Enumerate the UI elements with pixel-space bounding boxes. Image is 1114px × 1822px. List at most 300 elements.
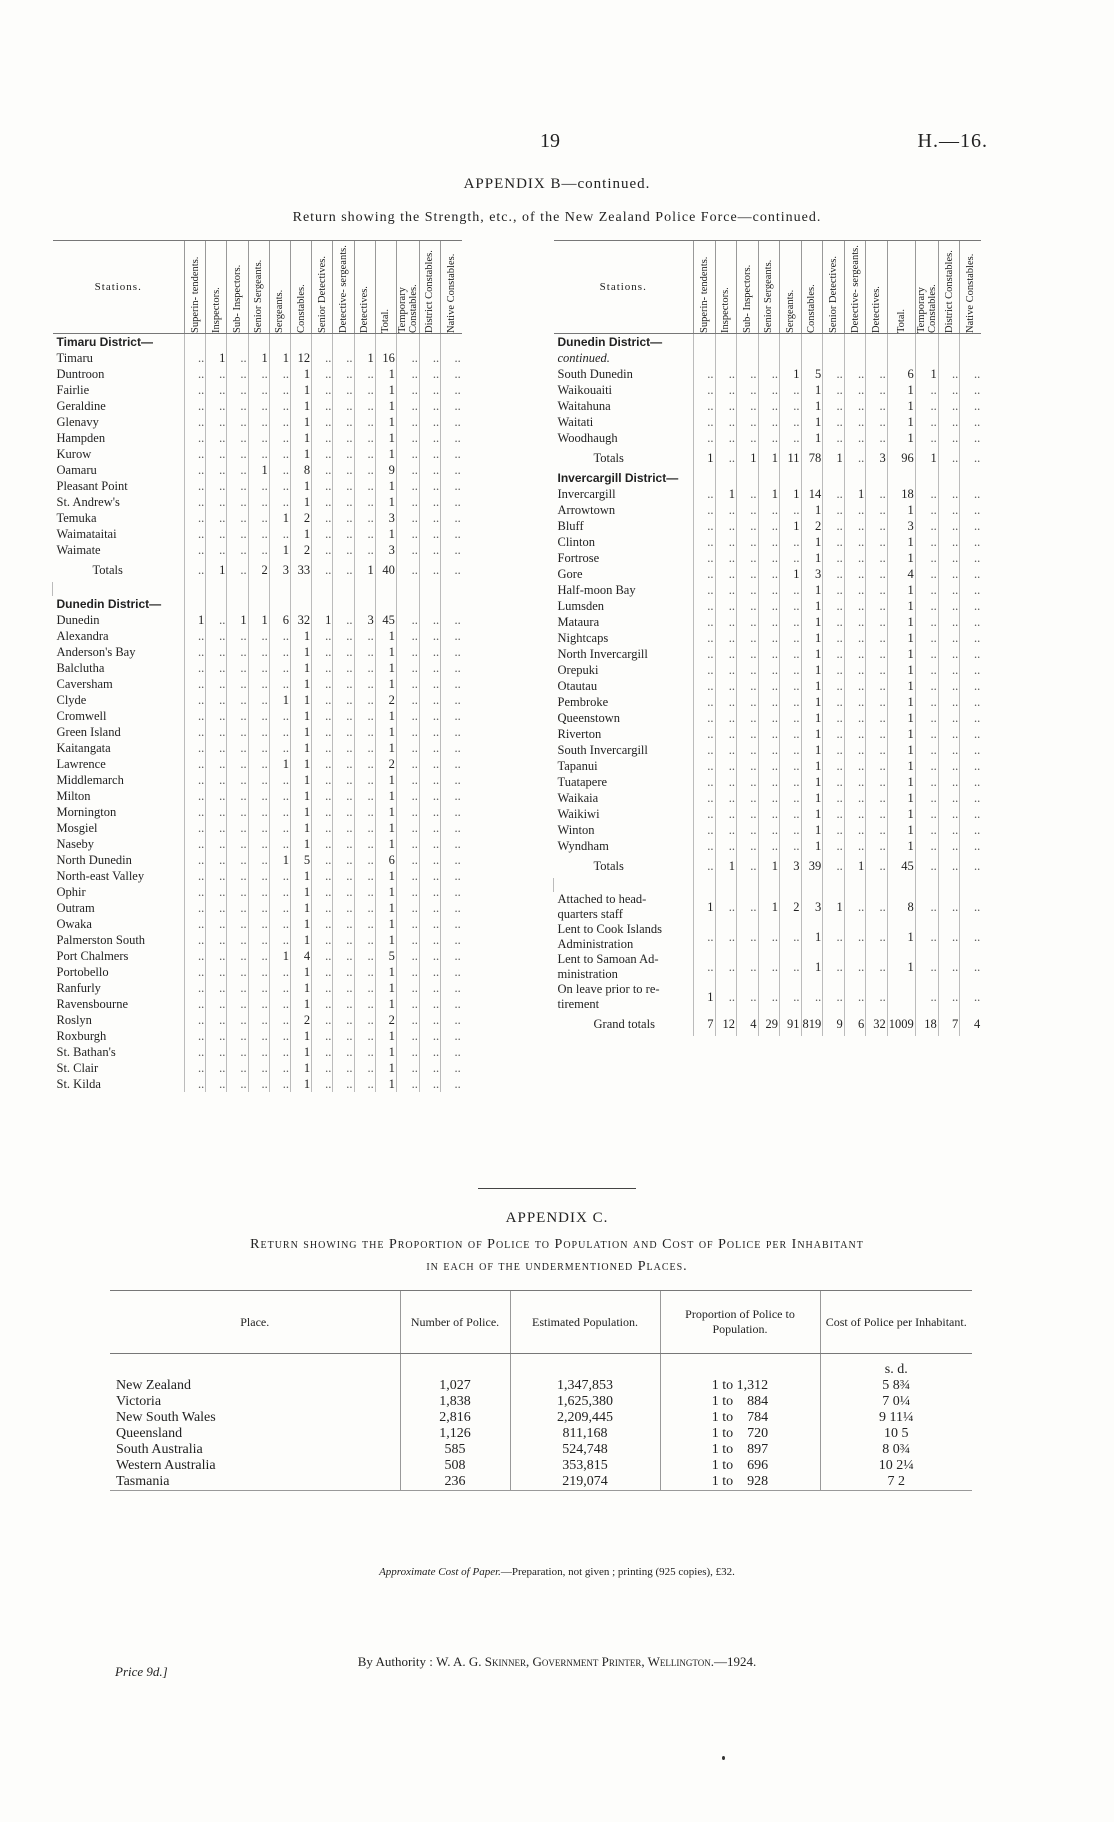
strength-cell: .. bbox=[960, 486, 982, 502]
strength-cell: .. bbox=[866, 486, 888, 502]
strength-cell: 1 bbox=[887, 502, 915, 518]
strength-cell: .. bbox=[185, 628, 206, 644]
strength-cell: .. bbox=[915, 758, 938, 774]
strength-cell: .. bbox=[441, 382, 462, 398]
strength-cell: .. bbox=[206, 932, 227, 948]
strength-cell: 1 bbox=[375, 660, 396, 676]
totals-label: Totals bbox=[593, 858, 624, 873]
station-name: Dunedin bbox=[56, 612, 100, 627]
strength-cell: 1 bbox=[801, 598, 823, 614]
strength-cell: .. bbox=[441, 756, 462, 772]
strength-cell: .. bbox=[333, 462, 354, 478]
strength-cell: .. bbox=[227, 1076, 248, 1092]
strength-cell: .. bbox=[960, 614, 982, 630]
strength-cell: .. bbox=[915, 382, 938, 398]
strength-cell: .. bbox=[715, 982, 737, 1012]
strength-cell: 1 bbox=[780, 366, 802, 382]
strength-cell: .. bbox=[915, 678, 938, 694]
strength-cell: .. bbox=[206, 708, 227, 724]
strength-cell: .. bbox=[694, 630, 716, 646]
strength-cell: 1 bbox=[887, 382, 915, 398]
strength-cell: .. bbox=[844, 922, 866, 952]
column-header-label: Constables. bbox=[806, 284, 818, 333]
station-row bbox=[53, 948, 462, 964]
strength-cell: 1 bbox=[248, 350, 269, 366]
strength-cell: .. bbox=[938, 566, 960, 582]
station-row bbox=[554, 366, 982, 382]
strength-cell: .. bbox=[441, 526, 462, 542]
strength-cell: .. bbox=[938, 822, 960, 838]
strength-cell: .. bbox=[248, 542, 269, 558]
strength-cell: .. bbox=[312, 948, 333, 964]
strength-cell: .. bbox=[758, 518, 780, 534]
strength-cell: .. bbox=[185, 724, 206, 740]
column-header-label: Temporary Constables. bbox=[396, 284, 419, 333]
strength-cell: .. bbox=[844, 774, 866, 790]
strength-cell: .. bbox=[419, 852, 440, 868]
strength-cell: .. bbox=[938, 790, 960, 806]
strength-cell: .. bbox=[844, 838, 866, 854]
strength-cell: 1 bbox=[290, 660, 311, 676]
strength-cell: 3 bbox=[269, 558, 290, 582]
strength-cell: .. bbox=[441, 676, 462, 692]
totals-label: Totals bbox=[593, 450, 624, 465]
strength-cell: .. bbox=[227, 708, 248, 724]
strength-cell: .. bbox=[312, 414, 333, 430]
strength-cell: .. bbox=[694, 414, 716, 430]
strength-cell: 1 bbox=[801, 582, 823, 598]
column-header-label: Sub- Inspectors. bbox=[231, 264, 243, 333]
strength-cell: .. bbox=[715, 662, 737, 678]
station-name: Oamaru bbox=[56, 462, 97, 477]
station-name: Pembroke bbox=[557, 694, 609, 709]
column-header-label: Temporary Constables. bbox=[915, 284, 938, 333]
column-header bbox=[333, 241, 354, 334]
police-proportion: 1 to 696 bbox=[660, 1458, 820, 1474]
strength-cell: .. bbox=[419, 446, 440, 462]
strength-cell: .. bbox=[844, 534, 866, 550]
strength-cell: .. bbox=[396, 804, 419, 820]
strength-cell: .. bbox=[823, 646, 845, 662]
strength-cell: .. bbox=[419, 366, 440, 382]
strength-cell: .. bbox=[915, 430, 938, 446]
strength-cell: .. bbox=[354, 446, 375, 462]
column-header bbox=[290, 241, 311, 334]
strength-cell: .. bbox=[694, 518, 716, 534]
strength-cell: .. bbox=[938, 398, 960, 414]
strength-cell: .. bbox=[185, 900, 206, 916]
strength-cell: .. bbox=[312, 804, 333, 820]
station-name: Naseby bbox=[56, 836, 94, 851]
strength-cell: .. bbox=[206, 1028, 227, 1044]
strength-cell: .. bbox=[206, 900, 227, 916]
strength-cell: .. bbox=[227, 964, 248, 980]
station-name: Lumsden bbox=[557, 598, 605, 613]
strength-cell: .. bbox=[737, 742, 759, 758]
column-header-label: Senior Detectives. bbox=[316, 256, 328, 333]
strength-cell: 1 bbox=[269, 692, 290, 708]
strength-cell: .. bbox=[715, 550, 737, 566]
strength-cell: .. bbox=[333, 820, 354, 836]
column-header-label: Sergeants. bbox=[784, 289, 796, 333]
strength-cell: .. bbox=[694, 662, 716, 678]
police-proportion: 1 to 784 bbox=[660, 1410, 820, 1426]
strength-cell: .. bbox=[915, 662, 938, 678]
strength-cell: .. bbox=[248, 1044, 269, 1060]
strength-cell: 39 bbox=[801, 854, 823, 878]
strength-cell: .. bbox=[441, 836, 462, 852]
strength-cell: .. bbox=[823, 414, 845, 430]
strength-cell: .. bbox=[915, 486, 938, 502]
strength-cell: .. bbox=[419, 510, 440, 526]
strength-cell: .. bbox=[354, 708, 375, 724]
strength-cell: .. bbox=[333, 1012, 354, 1028]
station-row bbox=[53, 1012, 462, 1028]
station-row bbox=[53, 836, 462, 852]
station-row bbox=[554, 892, 982, 922]
strength-cell: .. bbox=[206, 366, 227, 382]
strength-cell: .. bbox=[312, 558, 333, 582]
strength-cell: 1 bbox=[290, 1060, 311, 1076]
strength-cell: 1 bbox=[801, 678, 823, 694]
strength-cell: .. bbox=[333, 948, 354, 964]
strength-cell: .. bbox=[866, 382, 888, 398]
strength-cell: 2 bbox=[375, 1012, 396, 1028]
cost-units: s. d. bbox=[820, 1354, 972, 1379]
strength-cell: .. bbox=[844, 726, 866, 742]
authority-prefix: By Authority : bbox=[357, 1654, 433, 1669]
strength-cell: .. bbox=[185, 350, 206, 366]
strength-cell: .. bbox=[441, 414, 462, 430]
station-row bbox=[554, 398, 982, 414]
strength-cell: .. bbox=[333, 510, 354, 526]
strength-cell: .. bbox=[227, 900, 248, 916]
station-name: Anderson's Bay bbox=[56, 644, 136, 659]
strength-cell: 1 bbox=[694, 982, 716, 1012]
strength-cell: .. bbox=[915, 398, 938, 414]
strength-cell: .. bbox=[333, 740, 354, 756]
strength-cell: .. bbox=[227, 724, 248, 740]
station-name: Alexandra bbox=[56, 628, 109, 643]
strength-cell: .. bbox=[248, 980, 269, 996]
strength-cell: .. bbox=[206, 1060, 227, 1076]
strength-cell: 14 bbox=[801, 486, 823, 502]
totals-row bbox=[554, 1012, 982, 1036]
strength-cell: .. bbox=[333, 868, 354, 884]
strength-cell: .. bbox=[354, 724, 375, 740]
strength-cell: .. bbox=[823, 838, 845, 854]
strength-cell: .. bbox=[844, 414, 866, 430]
strength-cell: 1 bbox=[887, 922, 915, 952]
strength-cell: 1 bbox=[375, 772, 396, 788]
strength-cell: .. bbox=[938, 446, 960, 470]
strength-cell: .. bbox=[737, 398, 759, 414]
station-row bbox=[53, 446, 462, 462]
strength-cell: .. bbox=[269, 414, 290, 430]
strength-cell: .. bbox=[915, 822, 938, 838]
column-header-label: Total. bbox=[895, 308, 907, 333]
strength-cell: 8 bbox=[887, 892, 915, 922]
strength-cell: .. bbox=[396, 1044, 419, 1060]
appendix-c-subtitle-line2: in each of the undermentioned Places. bbox=[426, 1259, 688, 1274]
strength-cell: .. bbox=[269, 900, 290, 916]
strength-cell: .. bbox=[269, 446, 290, 462]
strength-cell: .. bbox=[419, 382, 440, 398]
strength-cell: .. bbox=[441, 446, 462, 462]
station-name: Waikaia bbox=[557, 790, 599, 805]
totals-row bbox=[53, 558, 462, 582]
district-row bbox=[554, 470, 982, 486]
station-row bbox=[554, 518, 982, 534]
strength-cell: .. bbox=[960, 742, 982, 758]
place-name: Tasmania bbox=[110, 1474, 400, 1491]
strength-cell: .. bbox=[715, 502, 737, 518]
strength-cell: 1 bbox=[269, 756, 290, 772]
strength-cell: .. bbox=[866, 518, 888, 534]
strength-cell: .. bbox=[269, 996, 290, 1012]
strength-cell: .. bbox=[419, 868, 440, 884]
station-row bbox=[53, 708, 462, 724]
strength-cell: .. bbox=[269, 366, 290, 382]
strength-cell: .. bbox=[227, 382, 248, 398]
station-row bbox=[554, 502, 982, 518]
strength-cell: .. bbox=[419, 980, 440, 996]
strength-cell: .. bbox=[269, 1076, 290, 1092]
station-row bbox=[554, 822, 982, 838]
strength-cell: .. bbox=[737, 630, 759, 646]
strength-cell: 1 bbox=[887, 662, 915, 678]
strength-cell: 1 bbox=[801, 414, 823, 430]
station-name: Roxburgh bbox=[56, 1028, 107, 1043]
strength-cell: .. bbox=[737, 614, 759, 630]
strength-cell: .. bbox=[354, 740, 375, 756]
strength-cell: 2 bbox=[290, 1012, 311, 1028]
station-name: North Invercargill bbox=[557, 646, 648, 661]
strength-cell: .. bbox=[396, 398, 419, 414]
cost-header: Cost of Police per Inhabitant. bbox=[820, 1291, 972, 1354]
station-row bbox=[53, 430, 462, 446]
strength-cell: 8 bbox=[290, 462, 311, 478]
strength-cell: .. bbox=[715, 382, 737, 398]
strength-cell: .. bbox=[227, 398, 248, 414]
station-row bbox=[554, 414, 982, 430]
strength-cell: .. bbox=[844, 662, 866, 678]
strength-cell: .. bbox=[823, 630, 845, 646]
strength-cell: .. bbox=[801, 982, 823, 1012]
strength-cell: 1 bbox=[801, 694, 823, 710]
station-name: North Dunedin bbox=[56, 852, 132, 867]
strength-cell: .. bbox=[844, 822, 866, 838]
strength-cell: .. bbox=[960, 982, 982, 1012]
strength-cell: .. bbox=[354, 1076, 375, 1092]
strength-cell: .. bbox=[354, 836, 375, 852]
strength-cell: .. bbox=[354, 996, 375, 1012]
strength-cell: 32 bbox=[866, 1012, 888, 1036]
station-row bbox=[53, 900, 462, 916]
strength-cell: 3 bbox=[375, 542, 396, 558]
strength-cell: .. bbox=[737, 646, 759, 662]
strength-cell: .. bbox=[312, 964, 333, 980]
strength-cell: .. bbox=[227, 526, 248, 542]
column-header bbox=[844, 241, 866, 334]
strength-cell: .. bbox=[206, 446, 227, 462]
strength-cell: .. bbox=[185, 478, 206, 494]
strength-cell: .. bbox=[938, 646, 960, 662]
strength-cell: .. bbox=[333, 612, 354, 628]
station-row bbox=[554, 646, 982, 662]
totals-row bbox=[554, 854, 982, 878]
strength-cell: .. bbox=[694, 726, 716, 742]
station-row bbox=[53, 788, 462, 804]
strength-cell: .. bbox=[248, 884, 269, 900]
strength-cell: .. bbox=[441, 644, 462, 660]
strength-cell: 1 bbox=[715, 854, 737, 878]
strength-cell: .. bbox=[248, 430, 269, 446]
column-header bbox=[866, 241, 888, 334]
strength-cell: .. bbox=[715, 892, 737, 922]
strength-cell: .. bbox=[396, 756, 419, 772]
strength-cell: 1 bbox=[290, 868, 311, 884]
station-name: Orepuki bbox=[557, 662, 599, 677]
strength-cell: .. bbox=[312, 1076, 333, 1092]
strength-cell: .. bbox=[866, 430, 888, 446]
strength-cell: .. bbox=[419, 900, 440, 916]
station-row bbox=[554, 952, 982, 982]
station-name: Hampden bbox=[56, 430, 106, 445]
strength-cell: .. bbox=[938, 694, 960, 710]
strength-cell: .. bbox=[844, 806, 866, 822]
strength-cell: .. bbox=[441, 948, 462, 964]
strength-cell: .. bbox=[206, 756, 227, 772]
strength-cell: .. bbox=[715, 922, 737, 952]
strength-cell: .. bbox=[866, 630, 888, 646]
strength-cell: .. bbox=[866, 854, 888, 878]
strength-cell: 1 bbox=[206, 350, 227, 366]
strength-cell: .. bbox=[715, 414, 737, 430]
strength-cell: .. bbox=[441, 884, 462, 900]
strength-cell: .. bbox=[737, 678, 759, 694]
strength-cell: .. bbox=[185, 1044, 206, 1060]
strength-cell: .. bbox=[715, 710, 737, 726]
stations-header: Stations. bbox=[53, 241, 185, 334]
strength-cell: .. bbox=[333, 884, 354, 900]
strength-cell: .. bbox=[185, 884, 206, 900]
strength-cell: .. bbox=[206, 398, 227, 414]
strength-cell: 1 bbox=[375, 382, 396, 398]
strength-cell: .. bbox=[758, 646, 780, 662]
strength-cell: 1 bbox=[375, 932, 396, 948]
strength-cell: .. bbox=[333, 676, 354, 692]
strength-cell: .. bbox=[694, 550, 716, 566]
strength-cell: .. bbox=[419, 644, 440, 660]
strength-cell: .. bbox=[333, 708, 354, 724]
cost-row bbox=[110, 1442, 972, 1458]
strength-cell: .. bbox=[823, 758, 845, 774]
strength-cell: .. bbox=[780, 534, 802, 550]
station-row bbox=[53, 526, 462, 542]
strength-cell: .. bbox=[960, 446, 982, 470]
strength-cell: 1 bbox=[887, 598, 915, 614]
strength-cell: .. bbox=[312, 1012, 333, 1028]
strength-cell: .. bbox=[866, 662, 888, 678]
strength-cell: .. bbox=[354, 414, 375, 430]
strength-cell: 1 bbox=[375, 980, 396, 996]
station-row bbox=[53, 382, 462, 398]
strength-cell: .. bbox=[823, 694, 845, 710]
strength-cell: .. bbox=[248, 900, 269, 916]
strength-cell: .. bbox=[915, 726, 938, 742]
strength-cell: .. bbox=[206, 868, 227, 884]
strength-cell: .. bbox=[312, 526, 333, 542]
strength-cell: .. bbox=[396, 366, 419, 382]
strength-cell: 29 bbox=[758, 1012, 780, 1036]
strength-cell: .. bbox=[737, 758, 759, 774]
strength-cell: .. bbox=[419, 1076, 440, 1092]
strength-cell: .. bbox=[758, 534, 780, 550]
strength-cell: .. bbox=[823, 502, 845, 518]
strength-cell: .. bbox=[206, 884, 227, 900]
strength-cell: .. bbox=[269, 980, 290, 996]
strength-cell: .. bbox=[354, 462, 375, 478]
cost-per-inhabitant: 10 2¼ bbox=[820, 1458, 972, 1474]
station-row bbox=[53, 660, 462, 676]
strength-cell: 6 bbox=[844, 1012, 866, 1036]
strength-cell: 2 bbox=[290, 510, 311, 526]
strength-cell: 1 bbox=[290, 980, 311, 996]
station-name: Gore bbox=[557, 566, 583, 581]
strength-cell: .. bbox=[333, 526, 354, 542]
station-name: Dunedin District— bbox=[557, 334, 663, 349]
place-name: New Zealand bbox=[116, 1378, 192, 1393]
paper-cost-label: Approximate Cost of Paper. bbox=[379, 1566, 501, 1578]
estimated-population: 2,209,445 bbox=[510, 1410, 660, 1426]
strength-cell: .. bbox=[333, 628, 354, 644]
strength-cell: .. bbox=[915, 774, 938, 790]
station-name: Bluff bbox=[557, 518, 584, 533]
station-row bbox=[53, 478, 462, 494]
strength-cell: .. bbox=[206, 478, 227, 494]
strength-cell: .. bbox=[441, 494, 462, 510]
column-header bbox=[227, 241, 248, 334]
station-row bbox=[53, 494, 462, 510]
strength-cell: .. bbox=[694, 614, 716, 630]
strength-cell: .. bbox=[248, 398, 269, 414]
strength-cell: .. bbox=[938, 630, 960, 646]
strength-cell: .. bbox=[333, 1060, 354, 1076]
strength-header-row bbox=[53, 241, 462, 334]
strength-cell: .. bbox=[441, 462, 462, 478]
column-header-label: Total. bbox=[380, 308, 392, 333]
station-name: Ravensbourne bbox=[56, 996, 129, 1011]
strength-cell: .. bbox=[694, 582, 716, 598]
strength-cell: .. bbox=[185, 932, 206, 948]
station-row bbox=[53, 414, 462, 430]
column-header bbox=[248, 241, 269, 334]
strength-cell: .. bbox=[694, 742, 716, 758]
strength-cell: .. bbox=[844, 758, 866, 774]
strength-cell: .. bbox=[780, 922, 802, 952]
strength-cell: .. bbox=[419, 884, 440, 900]
strength-cell: .. bbox=[333, 644, 354, 660]
strength-cell: .. bbox=[758, 710, 780, 726]
printer-name: W. A. G. Skinner, Government Printer, Wellington.—1924. bbox=[436, 1654, 757, 1669]
station-name: Fortrose bbox=[557, 550, 600, 565]
strength-cell: .. bbox=[354, 804, 375, 820]
column-header-label: Superin- tendents. bbox=[189, 256, 201, 333]
strength-cell: .. bbox=[758, 614, 780, 630]
strength-cell: .. bbox=[823, 486, 845, 502]
strength-cell: .. bbox=[269, 740, 290, 756]
